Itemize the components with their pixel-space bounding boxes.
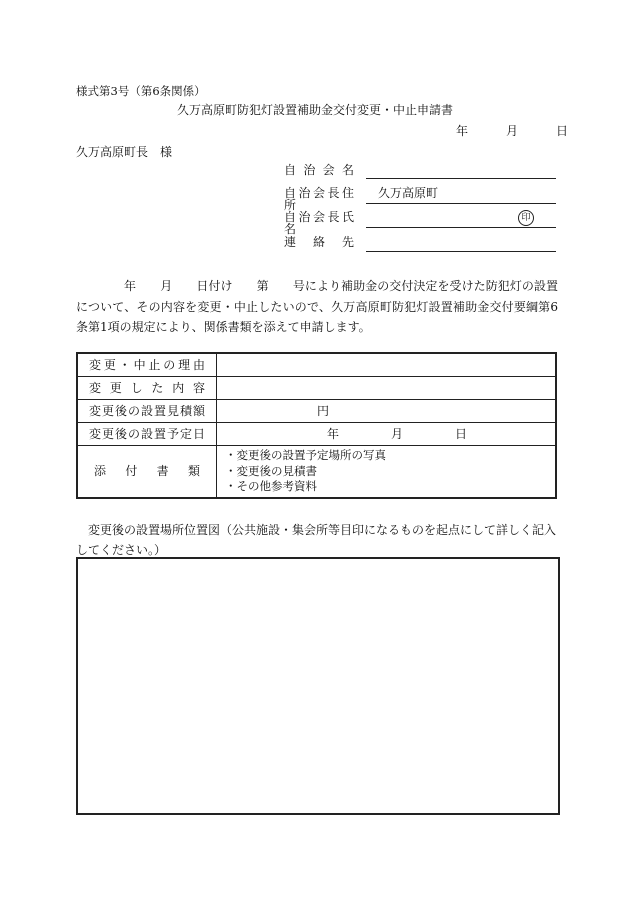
reason-label: 変更・中止の理由: [77, 353, 217, 376]
addressee: 久万高原町長 様: [76, 145, 173, 159]
application-table: [76, 352, 557, 499]
application-statement: [76, 276, 558, 338]
date-year-unit: 年: [456, 124, 469, 138]
chair-name-label: 自治会長氏名: [284, 210, 354, 236]
scheduled-year-unit: 年: [327, 426, 340, 441]
location-map-box[interactable]: [76, 557, 560, 815]
date-month-unit: 月: [506, 124, 519, 138]
application-date: [456, 125, 568, 137]
attachments-list: [217, 445, 557, 498]
form-number: 様式第3号（第6条関係）: [76, 84, 206, 98]
table-row: [77, 376, 556, 399]
attachment-item: ・変更後の設置予定場所の写真: [225, 448, 386, 462]
application-statement-text: 年 月 日付け 第 号により補助金の交付決定を受けた防犯灯の設置について、その内容を変更・中止したいので、久万高原町防犯灯設置補助金交付要綱第6条第1項の規定により、関係書類を添えて申請します。: [76, 279, 558, 334]
contact-label: 連絡先: [284, 235, 354, 249]
attachment-item: ・その他参考資料: [225, 479, 317, 493]
reason-value[interactable]: [217, 353, 557, 376]
chair-address-line: [366, 203, 556, 204]
table-row: [77, 353, 556, 376]
changed-content-label: 変更した内容: [77, 376, 217, 399]
contact-line: [366, 251, 556, 252]
date-day-unit: 日: [556, 124, 569, 138]
chair-name-line: [366, 227, 556, 228]
table-row: [77, 399, 556, 422]
attachments-label: 添付書類: [77, 445, 217, 498]
table-row: [77, 445, 556, 498]
scheduled-day-unit: 日: [455, 426, 468, 441]
association-name-line: [366, 178, 556, 179]
table-row: [77, 422, 556, 445]
document-title: 久万高原町防犯灯設置補助金交付変更・中止申請書: [176, 103, 453, 117]
chair-address-value[interactable]: 久万高原町: [378, 186, 439, 200]
yen-unit: 円: [317, 403, 330, 418]
attachment-item: ・変更後の見積書: [225, 463, 317, 478]
association-name-label: 自治会名: [284, 163, 354, 177]
estimate-label: 変更後の設置見積額: [77, 399, 217, 422]
chair-address-label: 自治会長住所: [284, 186, 354, 212]
seal-mark: 印: [518, 210, 534, 226]
estimate-value[interactable]: [217, 399, 557, 422]
changed-content-value[interactable]: [217, 376, 557, 399]
scheduled-month-unit: 月: [391, 426, 404, 441]
scheduled-date-label: 変更後の設置予定日: [77, 422, 217, 445]
map-instruction: 変更後の設置場所位置図（公共施設・集会所等目印になるものを起点にして詳しく記入してください。）: [76, 523, 557, 557]
scheduled-date-value[interactable]: [217, 422, 557, 445]
